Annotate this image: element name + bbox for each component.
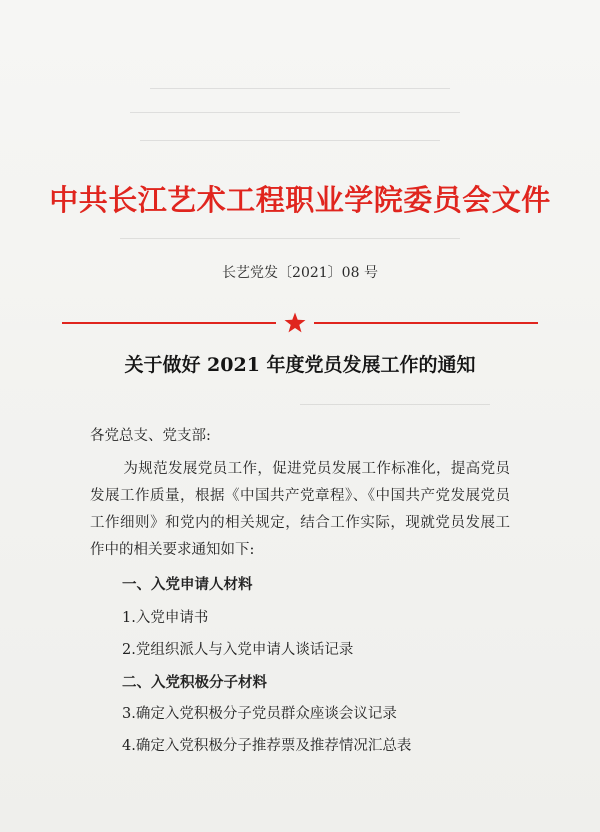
intro-paragraph-text: 为规范发展党员工作，促进党员发展工作标准化，提高党员发展工作质量，根据《中国共产党章程》、《中国共产党发展党员工作细则》和党内的相关规定，结合工作实际，现就党员发展工作中的相关要求通知如下: [90, 461, 510, 558]
star-icon [283, 311, 307, 335]
document-number: 长艺党发〔2021〕08 号 [222, 265, 378, 281]
document-header-title: 中共长江艺术工程职业学院委员会文件 [49, 183, 551, 217]
bleed-through-line [120, 238, 460, 239]
bleed-through-line [140, 140, 440, 141]
list-item: 3.确定入党积极分子党员群众座谈会议记录 [122, 706, 397, 722]
section-heading: 一、入党申请人材料 [122, 576, 253, 593]
notice-title: 关于做好 2021 年度党员发展工作的通知 [124, 354, 476, 376]
intro-paragraph [90, 456, 510, 564]
bleed-through-line [300, 404, 490, 405]
red-divider-right [314, 322, 538, 324]
bleed-through-line [130, 112, 460, 113]
salutation: 各党总支、党支部: [90, 428, 211, 444]
red-divider-left [62, 322, 276, 324]
list-item: 4.确定入党积极分子推荐票及推荐情况汇总表 [122, 738, 412, 754]
bleed-through-line [150, 88, 450, 89]
section-heading: 二、入党积极分子材料 [122, 674, 267, 691]
list-item: 1.入党申请书 [122, 610, 209, 626]
list-item: 2.党组织派人与入党申请人谈话记录 [122, 642, 354, 658]
